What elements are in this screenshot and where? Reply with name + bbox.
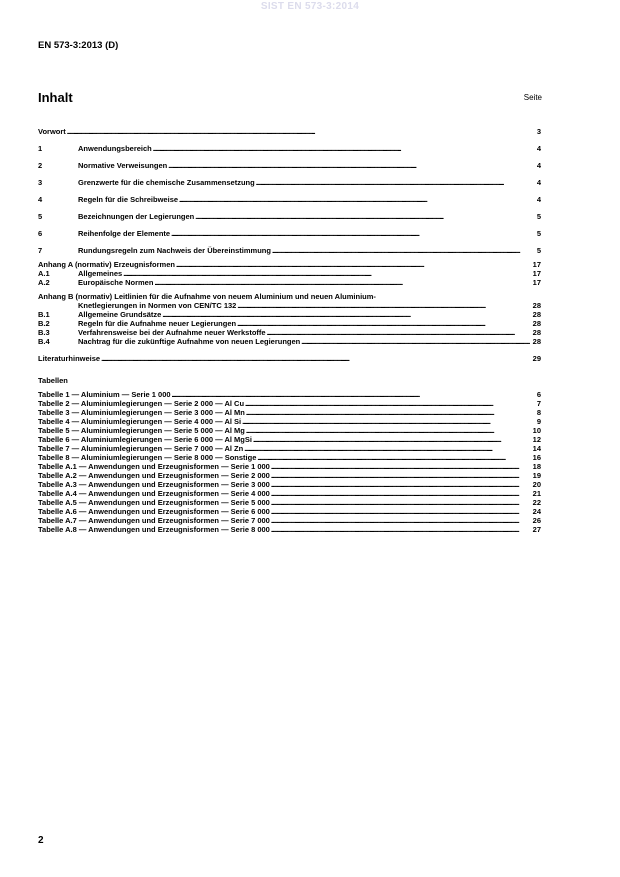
toc-entry-table[interactable] [38, 444, 541, 453]
toc-entry-page: 28 [532, 301, 541, 310]
toc-entry-page: 17 [532, 260, 541, 269]
toc-entry-vorwort[interactable] [38, 127, 541, 136]
toc-entry-text: Tabelle 8 — Aluminiumlegierungen — Serie 8 000 — Sonstige [38, 453, 257, 462]
toc-entry-page: 28 [532, 310, 541, 319]
toc-entry-b2[interactable] [38, 319, 541, 328]
document-id: EN 573-3:2013 (D) [38, 40, 119, 51]
tabellen-heading: Tabellen [38, 376, 68, 385]
toc-entry-text: Tabelle A.2 — Anwendungen und Erzeugnisformen — Serie 2 000 [38, 471, 270, 480]
dot-leader [162, 310, 530, 319]
toc-entry-page: 29 [532, 354, 541, 363]
toc-entry-text: Tabelle A.4 — Anwendungen und Erzeugnisformen — Serie 4 000 [38, 489, 270, 498]
toc-entry-table[interactable] [38, 498, 541, 507]
toc-entry-text: Vorwort [38, 127, 66, 136]
toc-entry-page: 5 [536, 212, 541, 221]
toc-entry-page: 5 [536, 229, 541, 238]
toc-entry-text: Tabelle A.5 — Anwendungen und Erzeugnisformen — Serie 5 000 [38, 498, 270, 507]
toc-entry-page: 18 [532, 462, 541, 471]
toc-entry-table[interactable] [38, 480, 541, 489]
toc-entry-section-2[interactable] [38, 161, 541, 170]
toc-entry-section-3[interactable] [38, 178, 541, 187]
toc-entry-page: 19 [532, 471, 541, 480]
watermark: SIST EN 573-3:2014 [260, 1, 360, 12]
dot-leader [242, 417, 530, 426]
toc-entry-page: 17 [532, 278, 541, 287]
toc-entry-page: 16 [532, 453, 541, 462]
dot-leader [271, 507, 530, 516]
dot-leader [171, 229, 530, 238]
toc-entry-b4[interactable] [38, 337, 541, 346]
dot-leader [256, 178, 530, 187]
toc-entry-text: Tabelle 3 — Aluminiumlegierungen — Serie 3 000 — Al Mn [38, 408, 245, 417]
toc-entry-text: Verfahrensweise bei der Aufnahme neuer Werkstoffe [78, 328, 266, 337]
toc-entry-number: 3 [38, 178, 43, 187]
toc-entry-text: Europäische Normen [78, 278, 154, 287]
toc-entry-text: Anwendungsbereich [78, 144, 152, 153]
toc-entry-text: Tabelle A.7 — Anwendungen und Erzeugnisformen — Serie 7 000 [38, 516, 270, 525]
toc-entry-table[interactable] [38, 489, 541, 498]
toc-entry-number: 2 [38, 161, 43, 170]
toc-entry-b3[interactable] [38, 328, 541, 337]
toc-entry-table[interactable] [38, 471, 541, 480]
toc-entry-page: 3 [536, 127, 541, 136]
toc-entry-page: 17 [532, 269, 541, 278]
toc-entry-anhang-b-line2[interactable] [38, 301, 541, 310]
toc-entry-a2[interactable] [38, 278, 541, 287]
toc-entry-number: 7 [38, 246, 43, 255]
toc-title: Inhalt [38, 90, 73, 105]
toc-entry-number: 6 [38, 229, 43, 238]
toc-entry-page: 7 [536, 399, 541, 408]
toc-entry-table[interactable] [38, 507, 541, 516]
toc-entry-text: Anhang A (normativ) Erzeugnisformen [38, 260, 175, 269]
toc-entry-table[interactable] [38, 417, 541, 426]
dot-leader [257, 453, 530, 462]
toc-entry-number: B.1 [38, 310, 50, 319]
dot-leader [271, 498, 530, 507]
dot-leader [244, 444, 530, 453]
dot-leader [271, 489, 530, 498]
dot-leader [271, 480, 530, 489]
toc-entry-text: Tabelle 2 — Aluminiumlegierungen — Serie 2 000 — Al Cu [38, 399, 245, 408]
toc-entry-table[interactable] [38, 399, 541, 408]
toc-entry-page: 5 [536, 246, 541, 255]
dot-leader [271, 525, 530, 534]
toc-entry-page: 4 [536, 178, 541, 187]
dot-leader [237, 301, 530, 310]
toc-entry-section-4[interactable] [38, 195, 541, 204]
toc-entry-text: Reihenfolge der Elemente [78, 229, 171, 238]
toc-entry-number: 4 [38, 195, 43, 204]
toc-entry-section-5[interactable] [38, 212, 541, 221]
tables-list [38, 390, 541, 534]
dot-leader [237, 319, 530, 328]
toc-entry-number: B.4 [38, 337, 50, 346]
dot-leader [245, 399, 530, 408]
toc-entry-text: Tabelle 5 — Aluminiumlegierungen — Serie 5 000 — Al Mg [38, 426, 245, 435]
dot-leader [179, 195, 530, 204]
toc-entry-text: Tabelle 7 — Aluminiumlegierungen — Serie 7 000 — Al Zn [38, 444, 244, 453]
dot-leader [176, 260, 530, 269]
toc-entry-section-6[interactable] [38, 229, 541, 238]
dot-leader [267, 328, 530, 337]
dot-leader [67, 127, 530, 136]
toc-entry-section-1[interactable] [38, 144, 541, 153]
toc-entry-number: B.3 [38, 328, 50, 337]
toc-entry-page: 4 [536, 195, 541, 204]
toc-entry-page: 8 [536, 408, 541, 417]
toc-entry-text: Nachtrag für die zukünftige Aufnahme von neuen Legierungen [78, 337, 301, 346]
toc-entry-table[interactable] [38, 426, 541, 435]
toc-entry-table[interactable] [38, 435, 541, 444]
dot-leader [246, 408, 530, 417]
toc-entry-page: 10 [532, 426, 541, 435]
toc-entry-page: 28 [532, 328, 541, 337]
toc-entry-page: 24 [532, 507, 541, 516]
toc-entry-text: Bezeichnungen der Legierungen [78, 212, 195, 221]
toc-entry-text: Allgemeine Grundsätze [78, 310, 162, 319]
toc-entry-text: Regeln für die Aufnahme neuer Legierungen [78, 319, 237, 328]
toc-entry-page: 22 [532, 498, 541, 507]
toc-entry-literatur[interactable] [38, 354, 541, 363]
dot-leader [271, 471, 530, 480]
toc-entry-page: 4 [536, 144, 541, 153]
toc-entry-page: 12 [532, 435, 541, 444]
dot-leader [271, 462, 530, 471]
toc-entry-number: 5 [38, 212, 43, 221]
toc-entry-page: 27 [532, 525, 541, 534]
toc-entry-text: Normative Verweisungen [78, 161, 168, 170]
toc-entry-text: Grenzwerte für die chemische Zusammensetzung [78, 178, 255, 187]
dot-leader [271, 516, 530, 525]
dot-leader [246, 426, 530, 435]
toc-entry-table[interactable] [38, 525, 541, 534]
toc-entry-section-7[interactable] [38, 246, 541, 255]
toc-entry-page: 26 [532, 516, 541, 525]
dot-leader [123, 269, 530, 278]
dot-leader [172, 390, 530, 399]
toc-entry-text: Tabelle A.1 — Anwendungen und Erzeugnisformen — Serie 1 000 [38, 462, 270, 471]
toc-entry-page: 28 [532, 337, 541, 346]
dot-leader [168, 161, 530, 170]
toc-entry-a1[interactable] [38, 269, 541, 278]
dot-leader [301, 337, 530, 346]
toc-entry-number: A.2 [38, 278, 50, 287]
toc-entry-table[interactable] [38, 516, 541, 525]
page-number: 2 [38, 835, 44, 846]
toc-entry-number: B.2 [38, 319, 50, 328]
toc-entry-page: 4 [536, 161, 541, 170]
dot-leader [253, 435, 530, 444]
table-of-contents [38, 127, 541, 534]
toc-entry-table[interactable] [38, 453, 541, 462]
toc-entry-page: 20 [532, 480, 541, 489]
toc-entry-text: Tabelle 1 — Aluminium — Serie 1 000 [38, 390, 171, 399]
toc-entry-text: Tabelle 6 — Aluminiumlegierungen — Serie 6 000 — Al MgSi [38, 435, 252, 444]
dot-leader [272, 246, 530, 255]
toc-entry-table[interactable] [38, 408, 541, 417]
toc-entry-page: 28 [532, 319, 541, 328]
toc-entry-page: 6 [536, 390, 541, 399]
toc-entry-text: Knetlegierungen in Normen von CEN/TC 132 [78, 301, 237, 310]
toc-entry-number: 1 [38, 144, 43, 153]
toc-entry-page: 14 [532, 444, 541, 453]
dot-leader [101, 354, 530, 363]
toc-entry-text: Allgemeines [78, 269, 123, 278]
toc-entry-anhang-a[interactable] [38, 260, 541, 269]
toc-entry-number: A.1 [38, 269, 50, 278]
toc-entry-text: Literaturhinweise [38, 354, 101, 363]
toc-entry-text: Tabelle 4 — Aluminiumlegierungen — Serie 4 000 — Al Si [38, 417, 242, 426]
dot-leader [154, 278, 530, 287]
toc-entry-table[interactable] [38, 390, 541, 399]
toc-entry-page: 21 [532, 489, 541, 498]
page-column-label: Seite [523, 93, 542, 102]
dot-leader [195, 212, 530, 221]
toc-entry-text: Anhang B (normativ) Leitlinien für die Aufnahme von neuem Aluminium und neuen Aluminium- [38, 292, 376, 301]
dot-leader [153, 144, 530, 153]
toc-entry-b1[interactable] [38, 310, 541, 319]
toc-entry-text: Rundungsregeln zum Nachweis der Übereinstimmung [78, 246, 271, 255]
toc-entry-table[interactable] [38, 462, 541, 471]
toc-entry-page: 9 [536, 417, 541, 426]
toc-entry-text: Tabelle A.3 — Anwendungen und Erzeugnisformen — Serie 3 000 [38, 480, 270, 489]
toc-entry-anhang-b-line1[interactable] [38, 292, 541, 301]
toc-entry-text: Regeln für die Schreibweise [78, 195, 179, 204]
toc-entry-text: Tabelle A.6 — Anwendungen und Erzeugnisformen — Serie 6 000 [38, 507, 270, 516]
toc-entry-text: Tabelle A.8 — Anwendungen und Erzeugnisformen — Serie 8 000 [38, 525, 270, 534]
